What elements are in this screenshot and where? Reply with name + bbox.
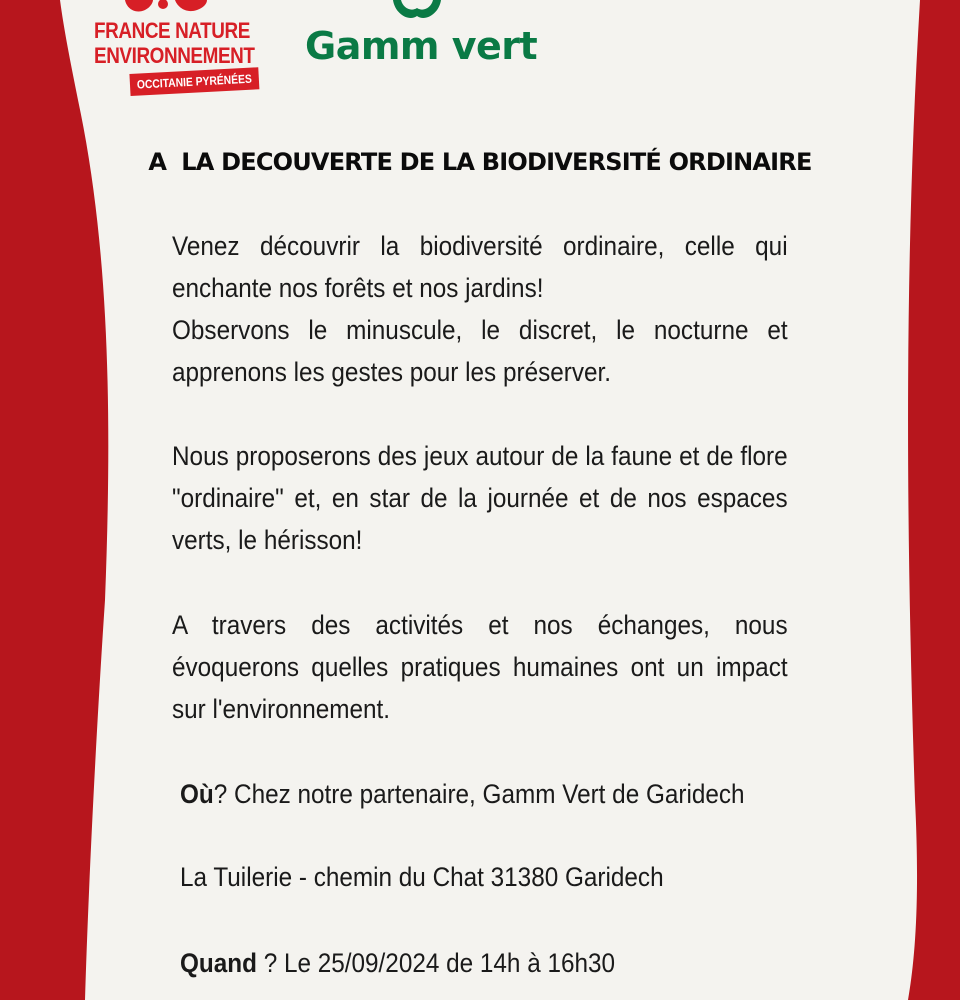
fne-region-tag: OCCITANIE PYRÉNÉES — [129, 67, 259, 96]
info-when — [180, 948, 615, 979]
info-where-label: Où — [180, 779, 214, 809]
info-when-text: ? Le 25/09/2024 de 14h à 16h30 — [256, 948, 616, 978]
gammvert-logo — [305, 0, 538, 75]
page-title: A LA DECOUVERTE DE LA BIODIVERSITÉ ORDINAIRE — [148, 148, 812, 176]
paragraph-intro-line1: Venez découvrir la biodiversité ordinaire, celle qui enchante nos forêts et nos jardins! — [172, 231, 788, 303]
fne-logo — [90, 0, 270, 105]
info-where-text: ? Chez notre partenaire, Gamm Vert de Garidech — [213, 779, 745, 809]
gammvert-name: Gamm vert — [305, 24, 538, 68]
fne-name-line2: ENVIRONNEMENT — [94, 43, 255, 68]
paragraph-intro-line2: Observons le minuscule, le discret, le nocturne et apprenons les gestes pour les préserver. — [172, 315, 788, 387]
fne-name-line1: FRANCE NATURE — [94, 18, 250, 43]
info-when-label: Quand — [180, 948, 257, 978]
paragraph-intro — [172, 225, 788, 393]
paragraph-activities: A travers des activités et nos échanges, nous évoquerons quelles pratiques humaines ont un impact sur l'environnement. — [172, 610, 788, 724]
info-address: La Tuilerie - chemin du Chat 31380 Garidech — [180, 862, 664, 892]
gammvert-emblem-icon — [387, 0, 447, 22]
info-where — [180, 779, 745, 810]
paragraph-games: Nous proposerons des jeux autour de la faune et de flore "ordinaire" et, en star de la journée et de nos espaces verts, le hérisson! — [172, 441, 788, 555]
